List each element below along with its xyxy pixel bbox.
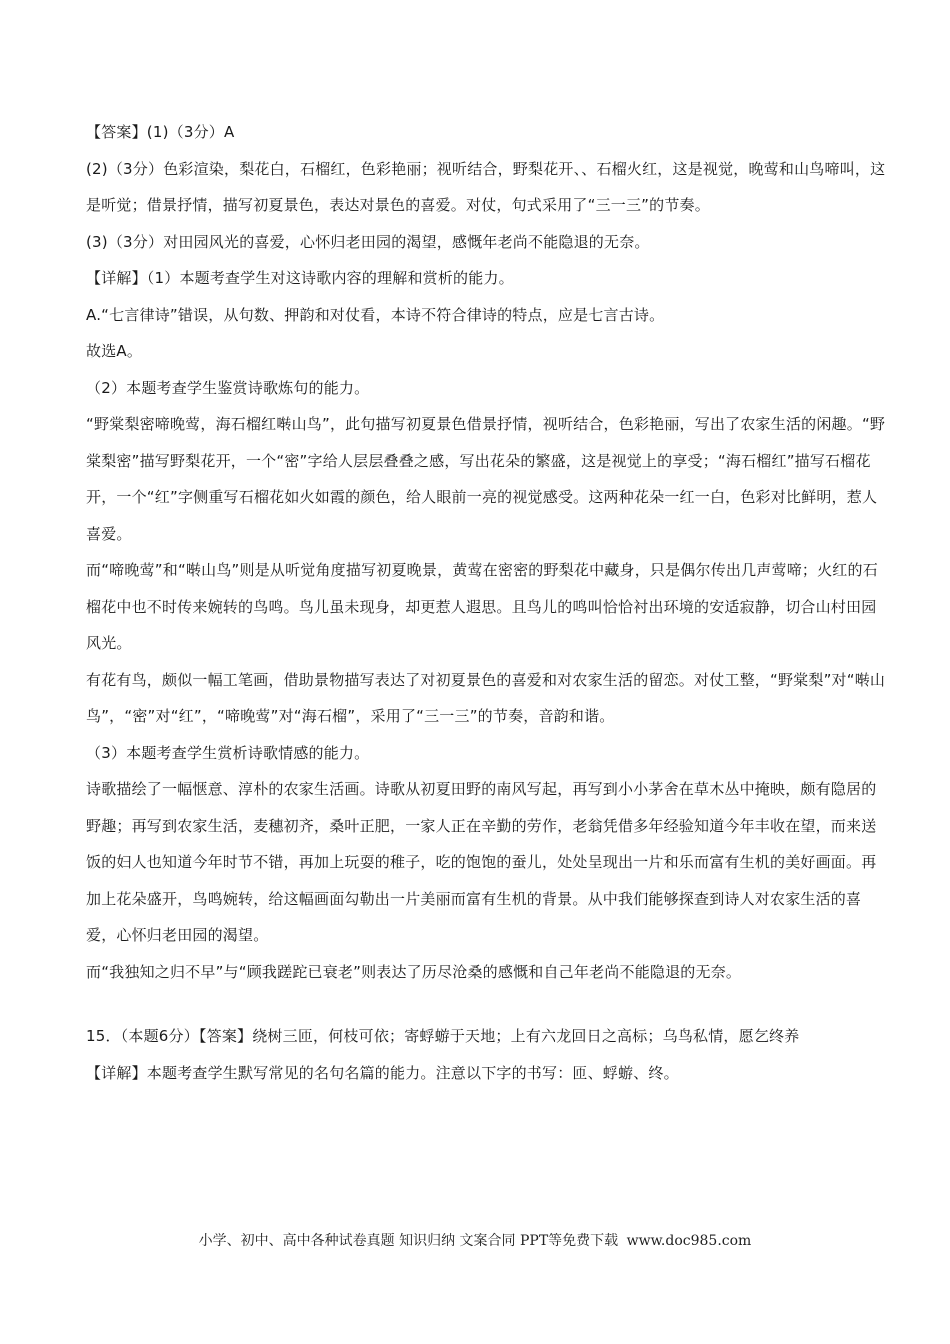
footer-url[interactable]: www.doc985.com: [626, 1233, 752, 1249]
q15-answer: 15．（本题6分）【答案】绕树三匝，何枝可依；寄蜉蝣于天地；上有六龙回日之高标；乌鸟私情，愿乞终养: [86, 1027, 800, 1045]
explain-line-2: A.“七言律诗”错误，从句数、押韵和对仗看，本诗不符合律诗的特点，应是七言古诗。: [86, 305, 665, 324]
explain-paragraph-6: 而“啼晚莺”和“啭山鸟”则是从听觉角度描写初夏晚景，黄莺在密密的野梨花中藏身，只是偶尔传出几声莺啼；火红的石榴花中也不时传来婉转的鸟鸣。鸟儿虽未现身，却更惹人遐思。且鸟儿的鸣叫恰恰衬出环境的安适寂静，切合山村田园风光。: [86, 561, 878, 652]
answer-line-2: (2)（3分）色彩渲染，梨花白，石榴红，色彩艳丽；视听结合，野梨花开、、石榴火红，这是视觉，晚莺和山鸟啼叫，这是听觉；借景抒情，描写初夏景色，表达对景色的喜爱。对仗，句式采用了“三一三”的节奏。: [86, 159, 886, 214]
document-body: [86, 114, 886, 1091]
section-gap: [86, 990, 886, 1018]
explain-line-8: （3）本题考查学生赏析诗歌情感的能力。: [86, 743, 370, 762]
explain-paragraph-5: “野棠梨密啼晚莺，海石榴红啭山鸟”，此句描写初夏景色借景抒情，视听结合，色彩艳丽，写出了农家生活的闲趣。“野棠梨密”描写野梨花开，一个“密”字给人层层叠叠之感，写出花朵的繁盛，这是视觉上的享受；“海石榴红”描写石榴花开，一个“红”字侧重写石榴花如火如霞的颜色，给人眼前一亮的视觉感受。这两种花朵一红一白，色彩对比鲜明，惹人喜爱。: [86, 415, 886, 543]
explain-line-3: 故选A。: [86, 342, 143, 360]
footer-text: 小学、初中、高中各种试卷真题 知识归纳 文案合同 PPT等免费下载: [198, 1233, 619, 1249]
explain-paragraph-9: 诗歌描绘了一幅惬意、淳朴的农家生活画。诗歌从初夏田野的南风写起，再写到小小茅舍在草木丛中掩映，颇有隐居的野趣；再写到农家生活，麦穗初齐，桑叶正肥，一家人正在辛勤的劳作，老翁凭借多年经验知道今年丰收在望，而来送饭的妇人也知道今年时节不错，再加上玩耍的稚子，吃的饱饱的蚕儿，处处呈现出一片和乐而富有生机的美好画面。再加上花朵盛开，鸟鸣婉转，给这幅画面勾勒出一片美丽而富有生机的背景。从中我们能够探查到诗人对农家生活的喜爱，心怀归老田园的渴望。: [86, 780, 877, 944]
explain-paragraph-7: 有花有鸟，颇似一幅工笔画，借助景物描写表达了对初夏景色的喜爱和对农家生活的留恋。对仗工整，“野棠梨”对“啭山鸟”，“密”对“红”，“啼晚莺”对“海石榴”，采用了“三一三”的节奏，音韵和谐。: [86, 670, 886, 725]
answer-line-1: 【答案】(1)（3分）A: [86, 123, 235, 141]
explain-line-1: 【详解】（1）本题考查学生对这诗歌内容的理解和赏析的能力。: [86, 269, 514, 287]
explain-line-10: 而“我独知之归不早”与“顾我蹉跎已衰老”则表达了历尽沧桑的感慨和自己年老尚不能隐退的无奈。: [86, 962, 742, 981]
q15-explain: 【详解】本题考查学生默写常见的名句名篇的能力。注意以下字的书写：匝、蜉蝣、终。: [86, 1063, 679, 1082]
explain-line-4: （2）本题考查学生鉴赏诗歌炼句的能力。: [86, 378, 370, 397]
answer-line-3: (3)（3分）对田园风光的喜爱，心怀归老田园的渴望，感慨年老尚不能隐退的无奈。: [86, 232, 650, 251]
page-footer: [0, 1230, 950, 1250]
